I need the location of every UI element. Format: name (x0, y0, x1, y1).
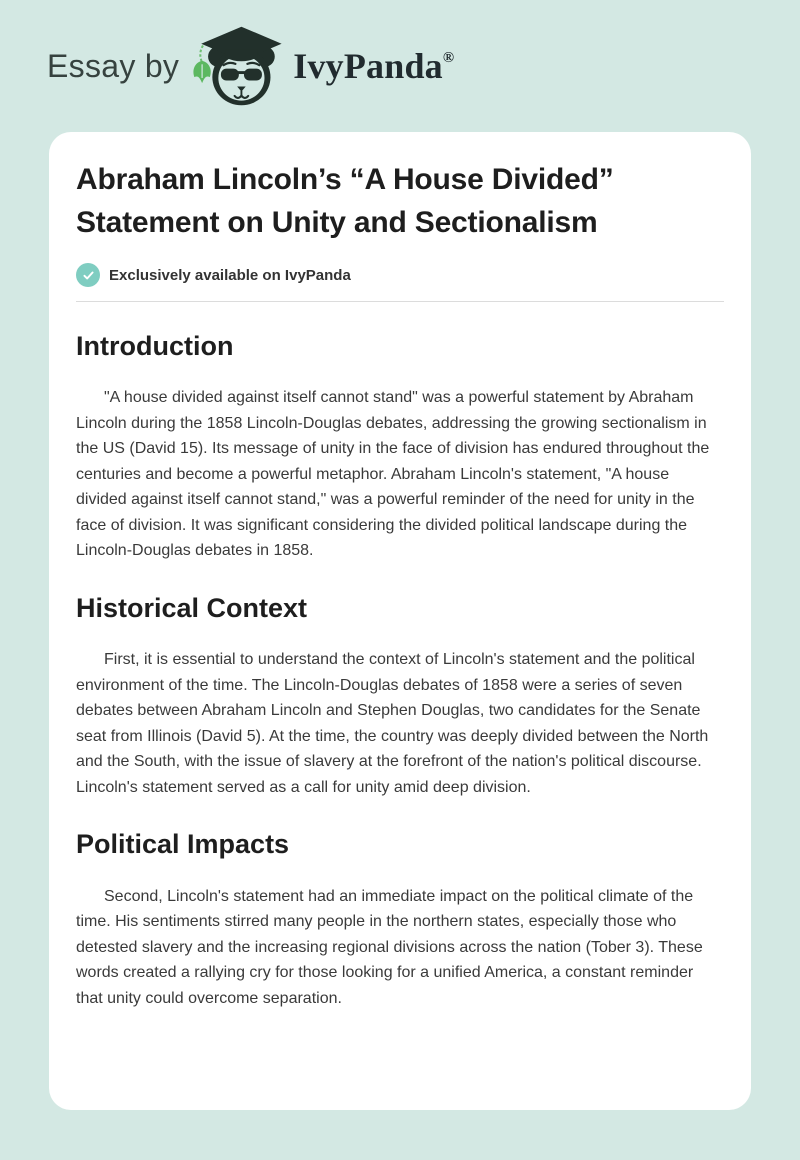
section-heading: Introduction (76, 331, 234, 361)
panda-graduate-logo-icon[interactable] (191, 23, 285, 109)
badge-label: Exclusively available on IvyPanda (109, 266, 351, 284)
section-political-impacts (76, 828, 724, 1011)
exclusive-badge (76, 263, 724, 287)
essay-title: Abraham Lincoln’s “A House Divided” Statement on Unity and Sectionalism (76, 163, 614, 239)
divider (76, 301, 724, 302)
essay-card (49, 132, 751, 1110)
section-heading: Historical Context (76, 592, 308, 623)
brand-name[interactable]: IvyPanda® (293, 46, 455, 86)
site-header (0, 0, 800, 132)
section-paragraph: First, it is essential to understand the context of Lincoln's statement and the political environment of the time. The Lincoln-Douglas debates of 1858 were a series of seven debates between Abraham Lincoln and Stephen Douglas, two candidates for the Senate seat from Illinois (David 5). At the time, the country was deeply divided between the North and the South, with the issue of slavery at the forefront of the nation's political discourse. Lincoln's statement served as a call for unity amid deep division. (76, 651, 709, 796)
check-icon (76, 263, 100, 287)
section-paragraph: Second, Lincoln's statement had an immediate impact on the political climate of the time. His sentiments stirred many people in the northern states, especially those who detested slavery and the increasing regional divisions across the nation (Tober 3). These words created a rallying cry for those looking for a unified America, a constant reminder that unity could overcome separation. (76, 887, 703, 1007)
section-introduction (76, 330, 724, 564)
essay-by-label: Essay by (47, 47, 180, 84)
section-historical-context (76, 592, 724, 800)
registered-trademark: ® (442, 50, 455, 66)
section-paragraph: "A house divided against itself cannot stand" was a powerful statement by Abraham Lincoln during the 1858 Lincoln-Douglas debates, addressing the growing sectionalism in the US (David 15). Its message of unity in the face of division has endured throughout the centuries and become a powerful metaphor. Abraham Lincoln's statement, "A house divided against itself cannot stand," was a powerful reminder of the need for unity in the face of division. It was significant considering the divided political landscape during the Lincoln-Douglas debates in 1858. (76, 389, 710, 560)
section-heading: Political Impacts (76, 829, 290, 860)
